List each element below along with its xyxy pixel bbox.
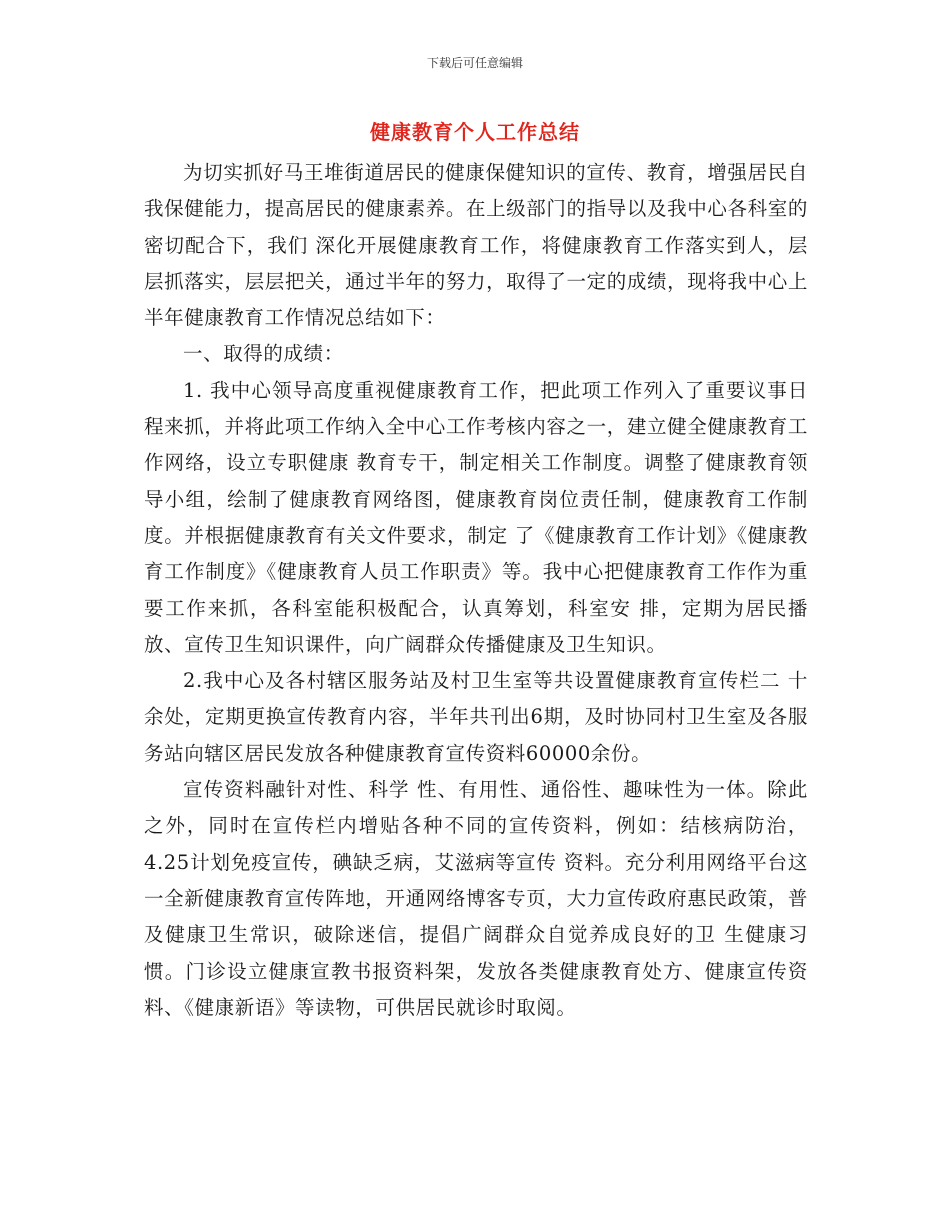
section-heading-achievements: 一、取得的成绩：	[183, 342, 344, 366]
paragraph-item-1: 1. 我中心领导高度重视健康教育工作，把此项工作列入了重要议事日程来抓，并将此项工作纳入全中心工作考核内容之一，建立健全健康教育工作网络，设立专职健康 教育专干，制定相关工作制度。调整了健康教育领导小组，绘制了健康教育网络图，健康教育岗位责任制，健康教育工作制度。并根据健康教育有关文件要求，制定 了《健康教育工作计划》《健康教育工作制度》《健康教育人员工作职责》等。我中心把健康教育工作作为重要工作来抓，各科室能积极配合，认真筹划，科室安 排，定期为居民播放、宣传卫生知识课件，向广阔群众传播健康及卫生知识。	[144, 378, 808, 656]
document-body	[144, 155, 808, 1026]
paragraph-intro: 为切实抓好马王堆街道居民的健康保健知识的宣传、教育，增强居民自我保健能力，提高居民的健康素养。在上级部门的指导以及我中心各科室的密切配合下，我们 深化开展健康教育工作，将健康教育工作落实到人，层层抓落实，层层把关，通过半年的努力，取得了一定的成绩，现将我中心上半年健康教育工作情况总结如下：	[144, 161, 808, 330]
document-title: 健康教育个人工作总结	[370, 120, 580, 144]
paragraph-materials: 宣传资料融针对性、科学 性、有用性、通俗性、趣味性为一体。除此之外，同时在宣传栏内增贴各种不同的宣传资料，例如：结核病防治，4.25计划免疫宣传，碘缺乏病，艾滋病等宣传 资料。充分利用网络平台这一全新健康教育宣传阵地，开通网络博客专页，大力宣传政府惠民政策，普及健康卫生常识，破除迷信，提倡广阔群众自觉养成良好的卫 生健康习惯。门诊设立健康宣教书报资料架，发放各类健康教育处方、健康宣传资料、《健康新语》等读物，可供居民就诊时取阅。	[144, 778, 808, 1019]
header-note: 下载后可任意编辑	[426, 56, 523, 70]
paragraph-item-2: 2.我中心及各村辖区服务站及村卫生室等共设置健康教育宣传栏二 十余处，定期更换宣传教育内容，半年共刊出6期，及时协同村卫生室及各服务站向辖区居民发放各种健康教育宣传资料60000余份。	[144, 669, 808, 765]
